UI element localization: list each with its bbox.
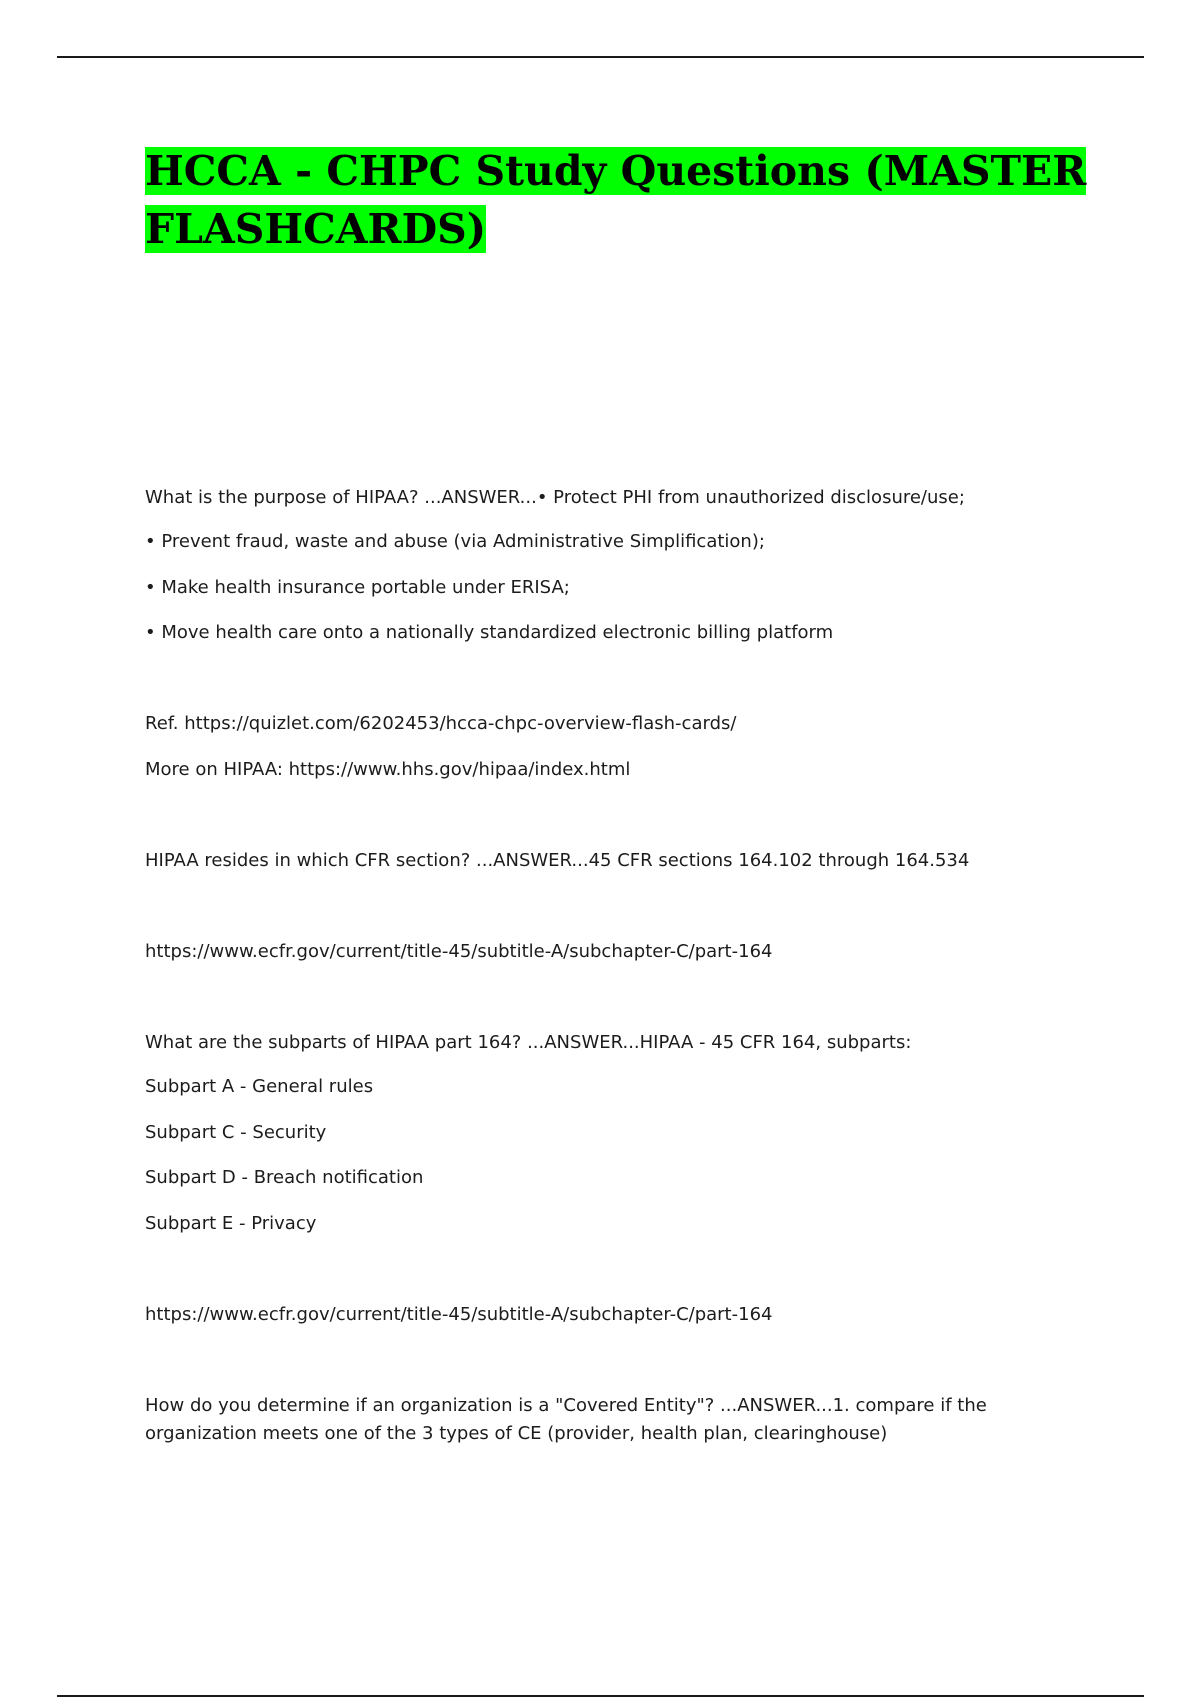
reference-ecfr-link-2[interactable]: https://www.ecfr.gov/current/title-45/subtitle-A/subchapter-C/part-164: [145, 1304, 773, 1325]
document-title: [145, 142, 1095, 258]
question-cfr-section: HIPAA resides in which CFR section? ...ANSWER...45 CFR sections 164.102 through 164.534: [145, 850, 970, 871]
footer-rule: [57, 1695, 1144, 1697]
reference-quizlet-link[interactable]: Ref. https://quizlet.com/6202453/hcca-chpc-overview-flash-cards/: [145, 713, 737, 734]
question-covered-entity: How do you determine if an organization is a "Covered Entity"? ...ANSWER...1. compare if the: [145, 1395, 987, 1416]
subpart-d: Subpart D - Breach notification: [145, 1167, 424, 1188]
answer-bullet-insurance-portable: • Make health insurance portable under ERISA;: [145, 577, 570, 598]
answer-bullet-prevent-fraud: • Prevent fraud, waste and abuse (via Administrative Simplification);: [145, 531, 765, 552]
reference-ecfr-link-1[interactable]: https://www.ecfr.gov/current/title-45/subtitle-A/subchapter-C/part-164: [145, 941, 773, 962]
reference-hhs-link[interactable]: More on HIPAA: https://www.hhs.gov/hipaa/index.html: [145, 759, 631, 780]
document-title-line-2: FLASHCARDS): [145, 205, 487, 253]
question-subparts: What are the subparts of HIPAA part 164? ...ANSWER...HIPAA - 45 CFR 164, subparts:: [145, 1032, 912, 1053]
subpart-a: Subpart A - General rules: [145, 1076, 374, 1097]
document-title-line-1: HCCA - CHPC Study Questions (MASTER: [145, 147, 1087, 195]
subpart-e: Subpart E - Privacy: [145, 1213, 317, 1234]
subpart-c: Subpart C - Security: [145, 1122, 327, 1143]
header-rule: [57, 56, 1144, 58]
question-hipaa-purpose: What is the purpose of HIPAA? ...ANSWER...• Protect PHI from unauthorized disclosure/use;: [145, 487, 965, 508]
answer-bullet-billing-platform: • Move health care onto a nationally standardized electronic billing platform: [145, 622, 834, 643]
question-covered-entity-continued: organization meets one of the 3 types of CE (provider, health plan, clearinghouse): [145, 1423, 888, 1444]
